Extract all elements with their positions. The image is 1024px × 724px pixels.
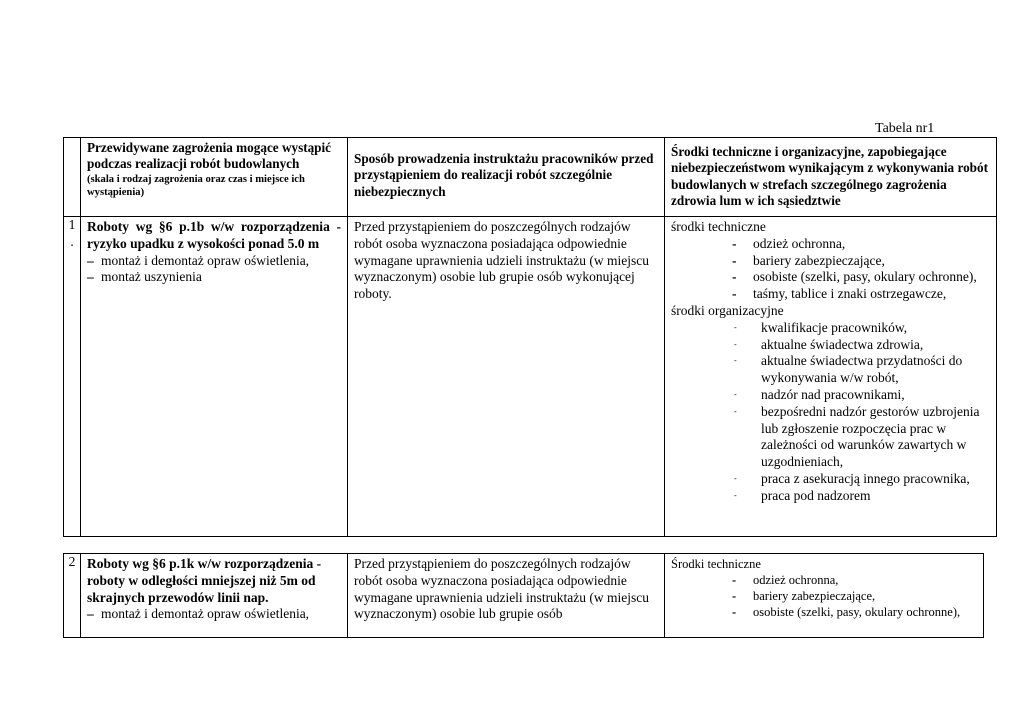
bullet-dash: - [732, 235, 737, 251]
tech-item-text: bariery zabezpieczające, [753, 252, 885, 268]
org-item-text: aktualne świadectwa przydatności do wykonywania w/w robót, [761, 353, 963, 386]
org-item [671, 337, 992, 354]
measures-cell [665, 217, 997, 537]
bullet-dash: - [734, 473, 737, 483]
tech-list [671, 572, 979, 620]
bullet-dash: - [734, 322, 737, 332]
bullet-dash: - [732, 286, 737, 302]
row-number-value: 2 [68, 554, 76, 569]
tech-item-text: bariery zabezpieczające, [753, 589, 876, 603]
table-caption: Tabela nr1 [875, 121, 935, 136]
table-header-row [64, 138, 997, 217]
tech-item [671, 236, 992, 253]
row-number-suffix: . [70, 233, 74, 249]
tech-item-text: odzież ochronna, [753, 235, 846, 251]
table-row [64, 554, 984, 638]
tech-item-text: osobiste (szelki, pasy, okulary ochronne), [753, 605, 961, 619]
tech-label: środki techniczne [671, 219, 766, 234]
row-number [64, 217, 81, 537]
tech-item [671, 588, 979, 604]
header-hazards [81, 138, 348, 217]
bullet-dash: - [732, 269, 737, 285]
header-instruction: Sposób prowadzenia instruktażu pracowników przed przystąpieniem do realizacji robót szczególnie niebezpiecznych [348, 138, 665, 217]
org-item [671, 320, 992, 337]
tech-item [671, 253, 992, 270]
org-label: środki organizacyjne [671, 302, 784, 318]
tech-item [671, 269, 992, 286]
tech-item [671, 604, 979, 620]
bullet-dash: - [734, 406, 737, 416]
hazard-item-text: montaż uszynienia [101, 269, 202, 285]
bullet-dash: – [87, 606, 94, 622]
bullet-dash: - [734, 490, 737, 500]
hazard-table-continued [63, 553, 984, 638]
hazard-item [87, 253, 341, 270]
header-measures: Środki techniczne i organizacyjne, zapobiegające niebezpieczeństwom wynikającym z wykonywania robót budowlanych w strefach szczególnego zagrożenia zdrowia lum w ich sąsiedztwie [665, 138, 997, 217]
bullet-dash: - [734, 389, 737, 399]
hazard-item [87, 269, 341, 286]
tech-item-text: odzież ochronna, [753, 573, 839, 587]
hazard-title: Roboty wg §6 p.1b w/w rozporządzenia - ryzyko upadku z wysokości ponad 5.0 m [87, 219, 341, 251]
bullet-dash: – [87, 252, 94, 268]
hazard-items [87, 253, 341, 287]
tech-label: Środki techniczne [671, 557, 761, 571]
hazard-item [87, 606, 341, 623]
org-item [671, 353, 992, 387]
instruction-cell: Przed przystąpieniem do poszczególnych rodzajów robót osoba wyznaczona posiadająca odpowiednie wymagane uprawnienia udzieli instruktażu (w miejscu wyznaczonym) osobie lub grupie osób [348, 554, 665, 638]
bullet-dash: - [732, 605, 737, 619]
bullet-dash: - [734, 356, 737, 366]
header-number-cell [64, 138, 81, 217]
hazard-table [63, 137, 997, 537]
tech-list [671, 236, 992, 303]
hazard-title: Roboty wg §6 p.1k w/w rozporządzenia - roboty w odległości mniejszej niż 5m od skrajnych przewodów linii nap. [87, 556, 322, 605]
hazard-item-text: montaż i demontaż opraw oświetlenia, [101, 252, 310, 268]
bullet-dash: - [732, 589, 737, 603]
org-item-text: aktualne świadectwa zdrowia, [761, 336, 924, 352]
hazard-item-text: montaż i demontaż opraw oświetlenia, [101, 606, 310, 622]
header-hazards-note: (skala i rodzaj zagrożenia oraz czas i miejsce ich wystąpienia) [87, 173, 305, 198]
tech-item [671, 572, 979, 588]
org-item [671, 387, 992, 404]
table-row [64, 217, 997, 537]
bullet-dash: - [732, 573, 737, 587]
org-item-text: nadzór nad pracownikami, [761, 386, 905, 402]
org-item-text: kwalifikacje pracowników, [761, 319, 908, 335]
hazard-cell [81, 217, 348, 537]
tech-item-text: taśmy, tablice i znaki ostrzegawcze, [753, 286, 947, 302]
instruction-cell: Przed przystąpieniem do poszczególnych rodzajów robót osoba wyznaczona posiadająca odpowiednie wymagane uprawnienia udzieli instruktażu (w miejscu wyznaczonym) osobie lub grupie osób wykonującej roboty. [348, 217, 665, 537]
tech-item-text: osobiste (szelki, pasy, okulary ochronne), [753, 269, 977, 285]
row-number [64, 554, 81, 638]
tech-item [671, 286, 992, 303]
hazard-items [87, 606, 341, 623]
hazard-cell [81, 554, 348, 638]
org-item-text: praca z asekuracją innego pracownika, [761, 470, 970, 486]
org-item-text: bezpośredni nadzór gestorów uzbrojenia lub zgłoszenie rozpoczęcia prac w zależności od warunków zawartych w uzgodnieniach, [761, 403, 980, 470]
bullet-dash: - [732, 252, 737, 268]
row-number-value: 1 [68, 217, 76, 232]
org-item [671, 404, 992, 471]
header-hazards-title: Przewidywane zagrożenia mogące wystąpić podczas realizacji robót budowlanych [87, 140, 332, 172]
bullet-dash: - [734, 339, 737, 349]
bullet-dash: – [87, 269, 94, 285]
org-item-text: praca pod nadzorem [761, 487, 871, 503]
measures-cell [665, 554, 984, 638]
org-list [671, 320, 992, 505]
org-item [671, 471, 992, 488]
org-item [671, 488, 992, 505]
